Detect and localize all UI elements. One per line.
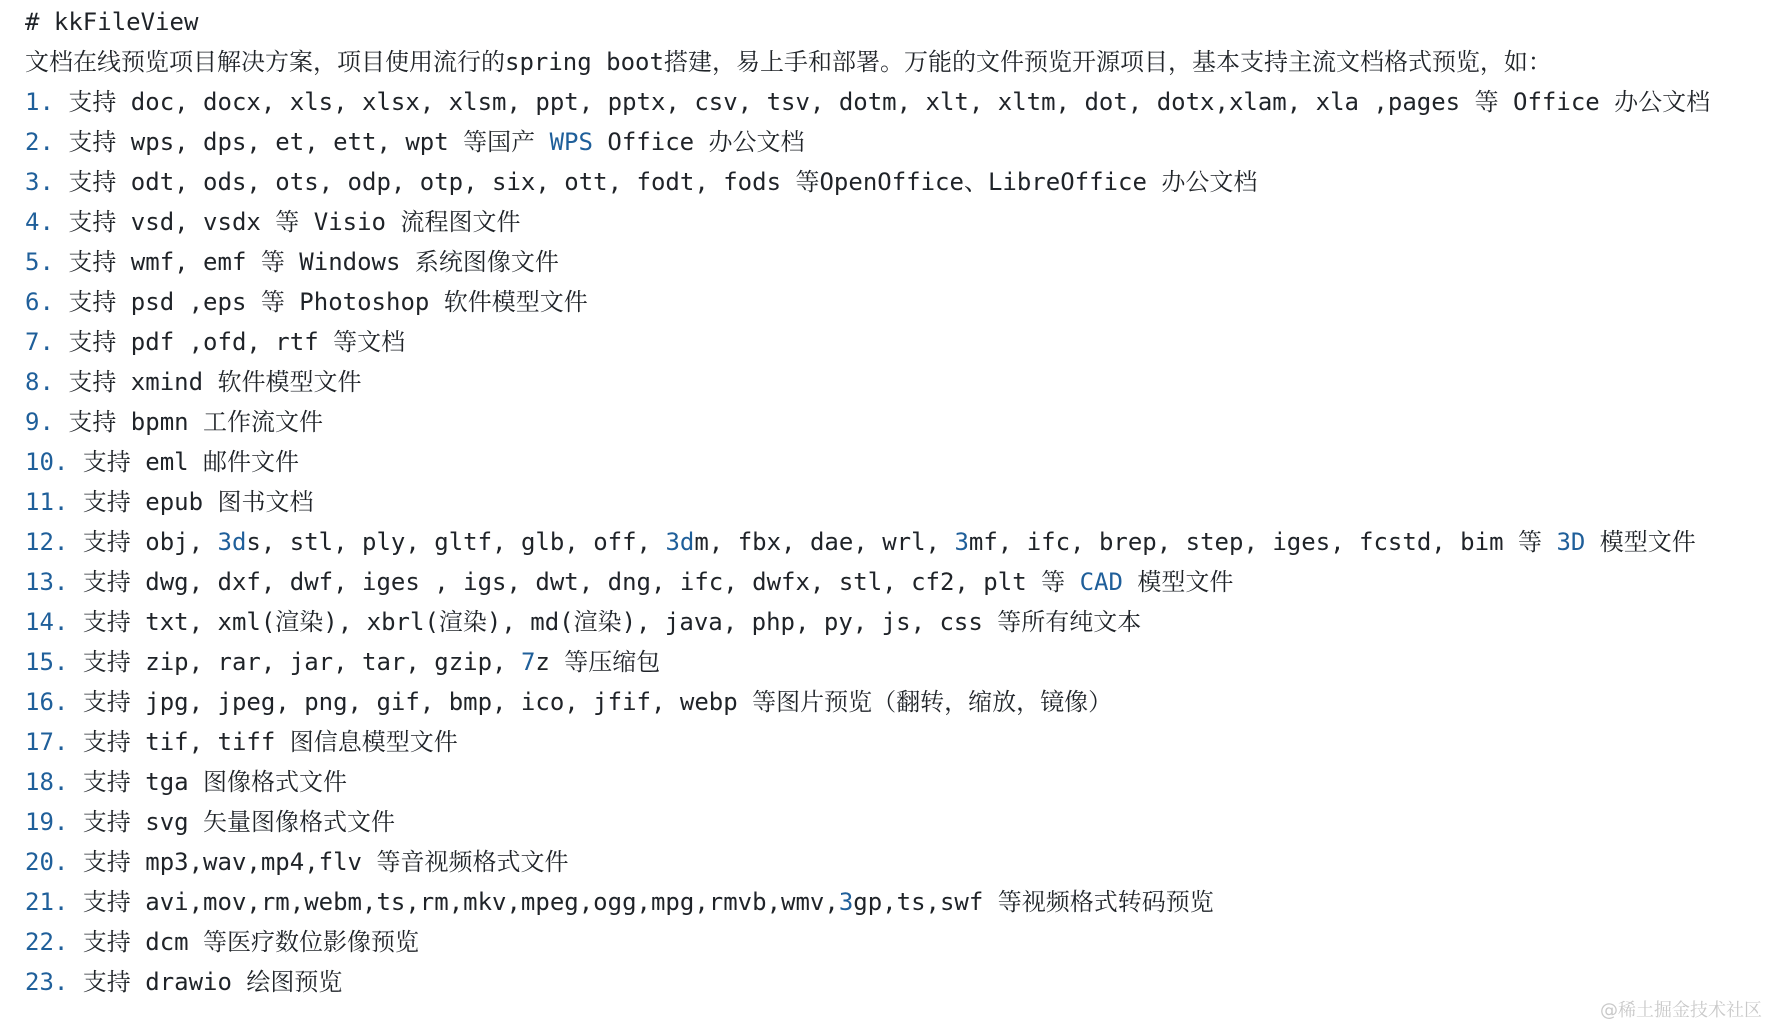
list-item-text: 支持 obj,: [68, 528, 218, 556]
list-item-number: 21.: [25, 888, 69, 916]
list-item-text: 支持 dwg, dxf, dwf, iges , igs, dwt, dng, ifc, dwfx, stl, cf2, plt 等: [68, 568, 1080, 596]
list-item: [25, 922, 1750, 962]
list-item-text: 支持 drawio 绘图预览: [68, 968, 343, 996]
list-item-text: 支持 avi,mov,rm,webm,ts,rm,mkv,mpeg,ogg,mpg,rmvb,wmv,: [68, 888, 839, 916]
document-heading: # kkFileView: [25, 8, 199, 36]
list-item-text: 支持 mp3,wav,mp4,flv 等音视频格式文件: [68, 848, 569, 876]
list-item-number: 3.: [25, 168, 54, 196]
list-item: [25, 162, 1750, 202]
list-item-text: 支持 tif, tiff 图信息模型文件: [68, 728, 458, 756]
list-item: [25, 602, 1750, 642]
intro-paragraph: 文档在线预览项目解决方案，项目使用流行的spring boot搭建，易上手和部署。万能的文件预览开源项目，基本支持主流文档格式预览，如：: [25, 48, 1552, 76]
list-item: [25, 402, 1750, 442]
list-item: [25, 642, 1750, 682]
list-item-text: 模型文件: [1585, 528, 1696, 556]
list-item: [25, 962, 1750, 1002]
list-item-number: 6.: [25, 288, 54, 316]
list-item-text: 支持 psd ,eps 等 Photoshop 软件模型文件: [53, 288, 588, 316]
list-item: [25, 482, 1750, 522]
list-item: [25, 122, 1750, 162]
list-item-text: 支持 wps, dps, et, ett, wpt 等国产: [53, 128, 550, 156]
list-item-text: mf, ifc, brep, step, iges, fcstd, bim 等: [968, 528, 1557, 556]
list-item-text: 支持 xmind 软件模型文件: [53, 368, 362, 396]
list-item: [25, 762, 1750, 802]
highlighted-text: CAD: [1079, 568, 1123, 596]
list-item-number: 1.: [25, 88, 54, 116]
highlighted-text: 3: [954, 528, 969, 556]
list-item-text: gp,ts,swf 等视频格式转码预览: [853, 888, 1214, 916]
list-item-text: 支持 bpmn 工作流文件: [53, 408, 324, 436]
highlighted-text: 3d: [217, 528, 247, 556]
list-item-number: 22.: [25, 928, 69, 956]
list-item-number: 8.: [25, 368, 54, 396]
list-item-number: 5.: [25, 248, 54, 276]
list-item-text: 支持 eml 邮件文件: [68, 448, 300, 476]
list-item-text: 支持 dcm 等医疗数位影像预览: [68, 928, 420, 956]
list-item-text: 支持 pdf ,ofd, rtf 等文档: [53, 328, 406, 356]
highlighted-text: 7: [520, 648, 536, 676]
list-item: [25, 442, 1750, 482]
list-item: [25, 882, 1750, 922]
list-item: [25, 842, 1750, 882]
list-item: [25, 802, 1750, 842]
list-item: [25, 362, 1750, 402]
list-item: [25, 562, 1750, 602]
list-item-number: 16.: [25, 688, 69, 716]
list-item-number: 9.: [25, 408, 54, 436]
list-item-text: 支持 odt, ods, ots, odp, otp, six, ott, fodt, fods 等OpenOffice、LibreOffice 办公文档: [53, 168, 1258, 196]
highlighted-text: 3d: [665, 528, 695, 556]
watermark: @稀土掘金技术社区: [1600, 1000, 1762, 1021]
list-item-number: 20.: [25, 848, 69, 876]
feature-list: [25, 82, 1750, 1002]
list-item-text: 支持 jpg, jpeg, png, gif, bmp, ico, jfif, webp 等图片预览（翻转，缩放，镜像）: [68, 688, 1113, 716]
list-item: [25, 282, 1750, 322]
list-item-text: 支持 zip, rar, jar, tar, gzip,: [68, 648, 521, 676]
list-item-number: 7.: [25, 328, 54, 356]
list-item: [25, 682, 1750, 722]
list-item-number: 12.: [25, 528, 69, 556]
list-item-text: Office 办公文档: [592, 128, 805, 156]
list-item-number: 17.: [25, 728, 69, 756]
list-item-number: 23.: [25, 968, 69, 996]
list-item: [25, 82, 1750, 122]
list-item-number: 19.: [25, 808, 69, 836]
list-item-text: 支持 svg 矢量图像格式文件: [68, 808, 396, 836]
list-item: [25, 522, 1750, 562]
list-item: [25, 322, 1750, 362]
list-item-text: 支持 tga 图像格式文件: [68, 768, 348, 796]
list-item-number: 11.: [25, 488, 69, 516]
list-item-text: z 等压缩包: [535, 648, 661, 676]
list-item-number: 15.: [25, 648, 69, 676]
highlighted-text: 3: [838, 888, 854, 916]
list-item-number: 18.: [25, 768, 69, 796]
list-item-text: s, stl, ply, gltf, glb, off,: [246, 528, 666, 556]
list-item-number: 13.: [25, 568, 69, 596]
list-item: [25, 242, 1750, 282]
list-item-number: 10.: [25, 448, 69, 476]
list-item-text: 支持 vsd, vsdx 等 Visio 流程图文件: [53, 208, 521, 236]
list-item-text: m, fbx, dae, wrl,: [694, 528, 955, 556]
list-item-text: 模型文件: [1122, 568, 1234, 596]
list-item: [25, 202, 1750, 242]
highlighted-text: 3D: [1556, 528, 1586, 556]
list-item-text: 支持 doc, docx, xls, xlsx, xlsm, ppt, pptx, csv, tsv, dotm, xlt, xltm, dot, dotx,xlam, xla ,pages 等 Office 办公文档: [53, 88, 1711, 116]
markdown-document: [25, 2, 1750, 1002]
list-item-number: 4.: [25, 208, 54, 236]
highlighted-text: WPS: [549, 128, 593, 156]
list-item-number: 14.: [25, 608, 69, 636]
list-item-text: 支持 wmf, emf 等 Windows 系统图像文件: [53, 248, 559, 276]
list-item: [25, 722, 1750, 762]
list-item-number: 2.: [25, 128, 54, 156]
list-item-text: 支持 txt, xml(渲染), xbrl(渲染), md(渲染), java, php, py, js, css 等所有纯文本: [68, 608, 1142, 636]
list-item-text: 支持 epub 图书文档: [68, 488, 314, 516]
